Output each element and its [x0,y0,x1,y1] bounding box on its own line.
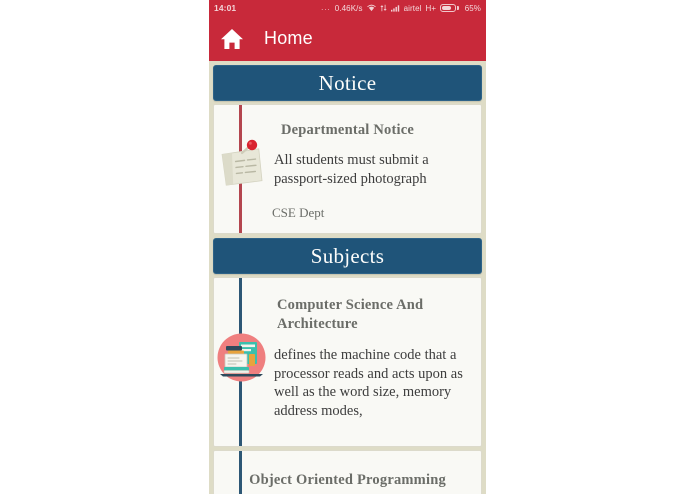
phone-screen [209,0,486,494]
notice-card-body: All students must submit a passport-sized photograph [274,152,429,187]
subject-card-body: defines the machine code that a processor reads and acts upon as well as the word size, memory address modes, [274,347,463,419]
status-bar [209,0,486,16]
section-header-notice-label: Notice [318,70,377,95]
subject-card-computer-science-and-architecture[interactable] [213,277,482,447]
wifi-icon [367,4,376,12]
subject-card-title: Object Oriented Programming [249,472,446,488]
subject-card-object-oriented-programming[interactable] [213,450,482,494]
battery-icon [440,4,459,12]
section-header-notice[interactable] [213,65,482,101]
status-bar-clock: 14:01 [214,3,237,13]
page-title: Home [264,28,313,48]
notice-card[interactable] [213,104,482,234]
network-speed-label: 0.46K/s [334,3,363,13]
section-header-subjects-label: Subjects [310,243,385,268]
section-header-subjects[interactable] [213,238,482,274]
content-scroll-area[interactable] [209,65,486,494]
app-bar [209,16,486,61]
home-icon[interactable] [219,26,245,52]
pinned-note-icon [216,137,270,191]
carrier-label: airtel [403,3,422,13]
network-type-label: H+ [425,3,437,13]
notification-dots-icon: ... [321,3,331,12]
signal-bars-icon [391,4,400,12]
status-bar-indicators [321,4,481,13]
notice-card-department: CSE Dept [272,205,325,220]
laptop-books-icon [214,330,269,385]
battery-percent-label: 65% [464,3,481,13]
subject-card-title: Computer Science And Architecture [277,297,424,332]
notice-card-title: Departmental Notice [280,122,415,138]
data-transfer-icon [380,4,387,12]
